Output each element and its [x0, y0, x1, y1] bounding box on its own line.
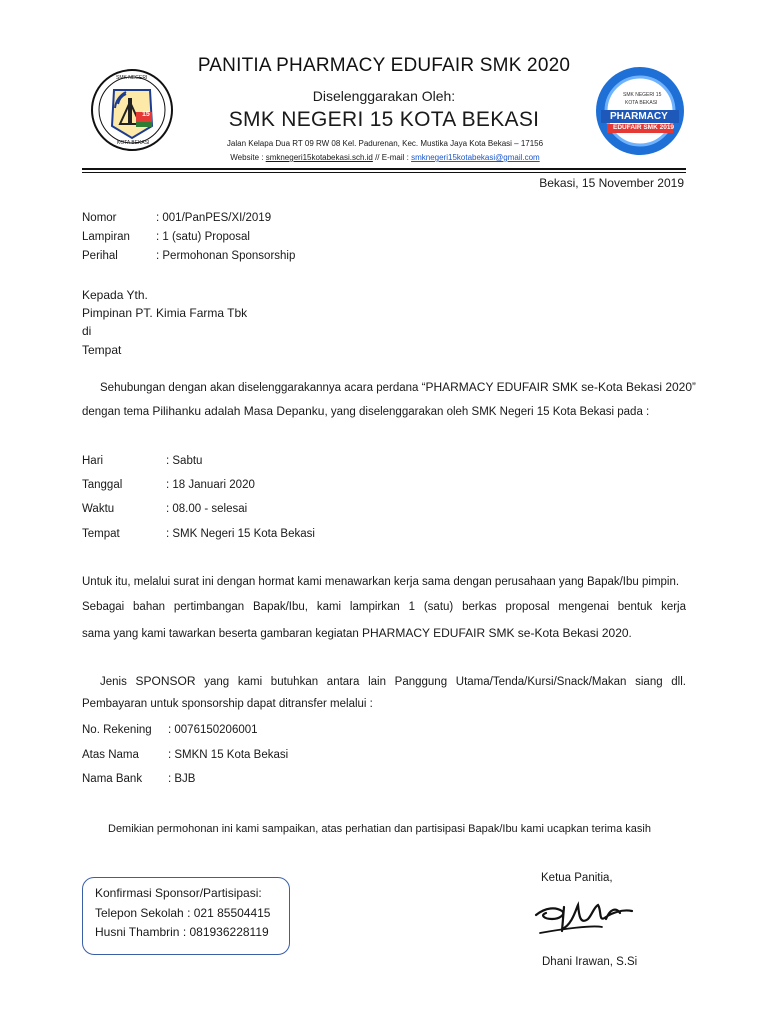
contact-line: [160, 153, 610, 162]
event-name: PHARMACY EDUFAIR SMK se-Kota Bekasi 2020: [425, 380, 693, 394]
letter-date: Bekasi, 15 November 2019: [539, 176, 684, 190]
sponsor-text: yang kami butuhkan antara lain Panggung Utama/Tenda/Kursi/Snack/Makan siang dll.: [195, 676, 686, 688]
event-value: : Sabtu: [166, 455, 203, 467]
intro-text: , yang diselenggarakan oleh SMK Negeri 15 Kota Bekasi pada :: [324, 406, 650, 418]
header-divider-thin: [82, 172, 686, 173]
organized-by: Diselenggarakan Oleh:: [312, 88, 456, 104]
intro-text: Sehubungan dengan akan diselenggarakannya acara perdana “: [100, 382, 426, 394]
right-logo-banner: PHARMACY: [610, 111, 668, 122]
confirmation-title: Konfirmasi Sponsor/Partisipasi:: [95, 886, 262, 900]
event-label: Waktu: [82, 503, 115, 515]
right-logo-bottom-text: EDUFAIR SMK 2019: [613, 124, 675, 131]
intro-line-2: [82, 404, 686, 418]
closing-line: Demikian permohonan ini kami sampaikan, atas perhatian dan partisipasi Bapak/Ibu kami ucapkan terima kasih: [108, 823, 651, 835]
intro-text: dengan tema: [82, 406, 153, 418]
confirmation-phone: Telepon Sekolah : 021 85504415: [95, 906, 271, 920]
meta-value: : 1 (satu) Proposal: [156, 231, 250, 243]
bank-value: : 0076150206001: [168, 724, 258, 736]
offer-text: sama yang kami tawarkan beserta gambaran kegiatan: [82, 628, 362, 640]
meta-label: Nomor: [82, 212, 117, 224]
bank-label: Atas Nama: [82, 749, 139, 761]
bank-label: No. Rekening: [82, 724, 152, 736]
handwritten-signature: [532, 895, 642, 949]
email-link[interactable]: smknegeri15kotabekasi@gmail.com: [411, 153, 540, 162]
event-theme: Pilihanku adalah Masa Depanku: [152, 404, 325, 418]
meta-value: : 001/PanPES/XI/2019: [156, 212, 272, 224]
event-value: : SMK Negeri 15 Kota Bekasi: [166, 528, 315, 540]
event-value: : 08.00 - selesai: [166, 503, 248, 515]
left-logo-bottom-text: KOTA BEKASI: [117, 140, 150, 146]
intro-line-1: [100, 380, 696, 394]
recipient-line: Kepada Yth.: [82, 288, 148, 302]
school-name: SMK NEGERI 15 KOTA BEKASI: [228, 108, 540, 131]
website-link[interactable]: smknegeri15kotabekasi.sch.id: [265, 153, 373, 162]
offer-line-2: Sebagai bahan pertimbangan Bapak/Ibu, kami lampirkan 1 (satu) berkas proposal mengenai bentuk kerja: [82, 601, 686, 613]
event-name: PHARMACY EDUFAIR SMK se-Kota Bekasi 2020: [362, 626, 629, 640]
recipient-line: di: [82, 324, 92, 338]
bank-value: : BJB: [168, 773, 196, 785]
offer-line-3: [82, 626, 686, 640]
sponsor-keyword: SPONSOR: [135, 674, 196, 688]
bank-label: Nama Bank: [82, 773, 143, 785]
meta-label: Lampiran: [82, 231, 130, 243]
bank-value: : SMKN 15 Kota Bekasi: [168, 749, 289, 761]
meta-value: : Permohonan Sponsorship: [156, 250, 296, 262]
confirmation-box: [82, 877, 290, 955]
school-address: Jalan Kelapa Dua RT 09 RW 08 Kel. Padurenan, Kec. Mustika Jaya Kota Bekasi – 17156: [226, 139, 544, 148]
event-label: Tempat: [82, 528, 120, 540]
letterhead-title: PANITIA PHARMACY EDUFAIR SMK 2020: [197, 55, 571, 76]
recipient-line: Pimpinan PT. Kimia Farma Tbk: [82, 306, 248, 320]
left-logo-top-text: SMK NEGERI: [116, 75, 148, 81]
email-label: // E-mail :: [372, 153, 412, 162]
event-value: : 18 Januari 2020: [166, 479, 255, 491]
header-divider: [82, 168, 686, 170]
event-label: Hari: [82, 455, 104, 467]
meta-label: Perihal: [82, 250, 118, 262]
offer-line-1: Untuk itu, melalui surat ini dengan hormat kami menawarkan kerja sama dengan perusahaan yang Bapak/Ibu pimpin.: [82, 576, 680, 588]
right-logo-mid-text: KOTA BEKASI: [625, 100, 658, 106]
offer-text: .: [628, 628, 632, 640]
signatory-name: Dhani Irawan, S.Si: [542, 956, 638, 968]
signature-role: Ketua Panitia,: [541, 872, 613, 884]
event-label: Tanggal: [82, 479, 123, 491]
recipient-line: Tempat: [82, 343, 122, 357]
website-label: Website :: [230, 153, 266, 162]
intro-text: ”: [692, 382, 696, 394]
confirmation-contact: Husni Thambrin : 081936228119: [95, 925, 269, 939]
left-logo-badge: 15: [142, 111, 150, 118]
right-logo-top-text: SMK NEGERI 15: [623, 92, 662, 98]
sponsor-text: Jenis: [100, 676, 136, 688]
sponsor-line-2: Pembayaran untuk sponsorship dapat ditransfer melalui :: [82, 698, 373, 710]
sponsor-line-1: [100, 674, 686, 688]
